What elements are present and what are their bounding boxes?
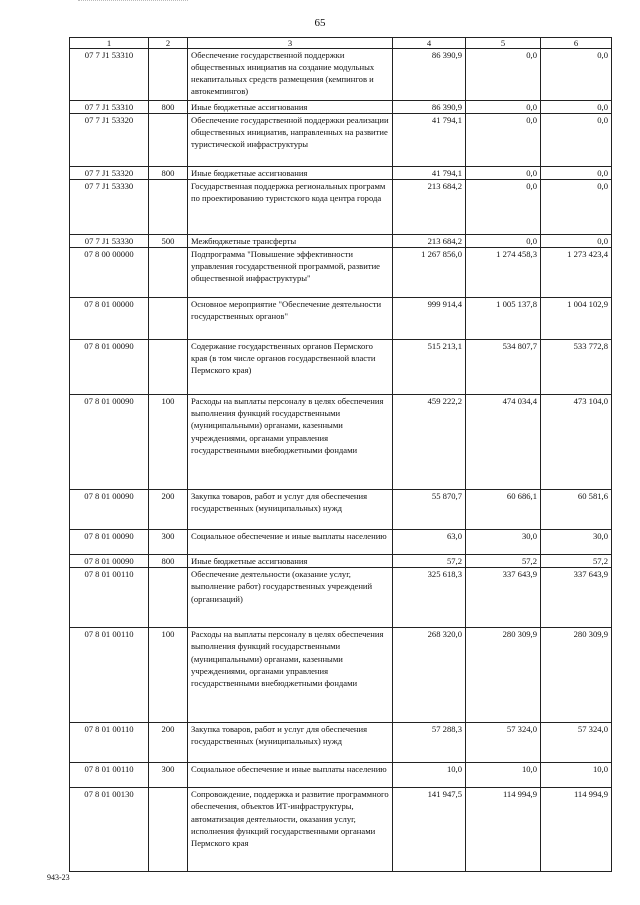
table-row <box>70 298 612 340</box>
table-row <box>70 248 612 298</box>
expense-type-cell <box>149 49 188 101</box>
name-cell: Основное мероприятие "Обеспечение деятельности государственных органов" <box>188 298 393 340</box>
value-col5-cell: 474 034,4 <box>466 395 541 490</box>
value-col6-cell: 1 273 423,4 <box>541 248 612 298</box>
table-row <box>70 490 612 530</box>
expense-type-cell <box>149 788 188 872</box>
value-col6-cell: 57 324,0 <box>541 723 612 763</box>
expense-type-cell: 200 <box>149 490 188 530</box>
column-header: 1 <box>70 38 149 49</box>
code-cell: 07 8 00 00000 <box>70 248 149 298</box>
value-col5-cell: 0,0 <box>466 180 541 235</box>
expense-type-cell: 200 <box>149 723 188 763</box>
name-cell: Иные бюджетные ассигнования <box>188 555 393 568</box>
expense-type-cell: 300 <box>149 763 188 788</box>
value-col6-cell: 0,0 <box>541 180 612 235</box>
table-row <box>70 555 612 568</box>
table-row <box>70 340 612 395</box>
code-cell: 07 7 J1 53320 <box>70 114 149 167</box>
table-row <box>70 723 612 763</box>
column-header: 5 <box>466 38 541 49</box>
code-cell: 07 7 J1 53310 <box>70 49 149 101</box>
value-col5-cell: 114 994,9 <box>466 788 541 872</box>
value-col4-cell: 515 213,1 <box>393 340 466 395</box>
value-col5-cell: 0,0 <box>466 235 541 248</box>
value-col4-cell: 57 288,3 <box>393 723 466 763</box>
column-header: 6 <box>541 38 612 49</box>
column-number-row <box>70 38 612 49</box>
code-cell: 07 8 01 00090 <box>70 340 149 395</box>
name-cell: Социальное обеспечение и иные выплаты населению <box>188 530 393 555</box>
expense-type-cell <box>149 248 188 298</box>
value-col6-cell: 0,0 <box>541 49 612 101</box>
value-col4-cell: 10,0 <box>393 763 466 788</box>
name-cell: Государственная поддержка региональных программ по проектированию туристского кода центра города <box>188 180 393 235</box>
code-cell: 07 8 01 00000 <box>70 298 149 340</box>
page-number: 65 <box>314 17 326 29</box>
name-cell: Социальное обеспечение и иные выплаты населению <box>188 763 393 788</box>
value-col5-cell: 57 324,0 <box>466 723 541 763</box>
code-cell: 07 8 01 00090 <box>70 555 149 568</box>
name-cell: Расходы на выплаты персоналу в целях обеспечения выполнения функций государственными (муниципальными) органами, казенными учреждениями, органами управления государственными внебюджетными фондами <box>188 395 393 490</box>
name-cell: Сопровождение, поддержка и развитие программного обеспечения, объектов ИТ-инфраструктуры, автоматизация деятельности, оказания услуг, исполнения функций государственными органами Пермского края <box>188 788 393 872</box>
value-col4-cell: 86 390,9 <box>393 49 466 101</box>
table-row <box>70 114 612 167</box>
expense-type-cell <box>149 340 188 395</box>
code-cell: 07 8 01 00110 <box>70 763 149 788</box>
name-cell: Расходы на выплаты персоналу в целях обеспечения выполнения функций государственными (муниципальными) органами, казенными учреждениями, органами управления государственными внебюджетными фондами <box>188 628 393 723</box>
value-col4-cell: 459 222,2 <box>393 395 466 490</box>
value-col6-cell: 280 309,9 <box>541 628 612 723</box>
expense-type-cell: 500 <box>149 235 188 248</box>
name-cell: Обеспечение государственной поддержки общественных инициатив на создание модульных некапитальных средств размещения (кемпингов и автокемпингов) <box>188 49 393 101</box>
table-row <box>70 49 612 101</box>
expense-type-cell: 100 <box>149 628 188 723</box>
table-row <box>70 530 612 555</box>
expense-type-cell: 300 <box>149 530 188 555</box>
name-cell: Закупка товаров, работ и услуг для обеспечения государственных (муниципальных) нужд <box>188 490 393 530</box>
table-row <box>70 763 612 788</box>
value-col5-cell: 0,0 <box>466 49 541 101</box>
value-col6-cell: 0,0 <box>541 167 612 180</box>
name-cell: Обеспечение деятельности (оказание услуг, выполнение работ) государственных учреждений (организаций) <box>188 568 393 628</box>
value-col6-cell: 337 643,9 <box>541 568 612 628</box>
value-col6-cell: 10,0 <box>541 763 612 788</box>
value-col4-cell: 41 794,1 <box>393 114 466 167</box>
value-col4-cell: 325 618,3 <box>393 568 466 628</box>
name-cell: Подпрограмма "Повышение эффективности управления государственной программой, развитие общественной инфраструктуры" <box>188 248 393 298</box>
value-col5-cell: 1 005 137,8 <box>466 298 541 340</box>
expense-type-cell <box>149 568 188 628</box>
expense-type-cell <box>149 180 188 235</box>
value-col4-cell: 55 870,7 <box>393 490 466 530</box>
table-row <box>70 788 612 872</box>
name-cell: Иные бюджетные ассигнования <box>188 101 393 114</box>
expense-type-cell: 100 <box>149 395 188 490</box>
code-cell: 07 8 01 00110 <box>70 723 149 763</box>
value-col5-cell: 60 686,1 <box>466 490 541 530</box>
name-cell: Содержание государственных органов Пермского края (в том числе органов государственной власти Пермского края) <box>188 340 393 395</box>
expense-type-cell: 800 <box>149 167 188 180</box>
value-col5-cell: 30,0 <box>466 530 541 555</box>
code-cell: 07 8 01 00090 <box>70 530 149 555</box>
value-col5-cell: 10,0 <box>466 763 541 788</box>
code-cell: 07 8 01 00110 <box>70 568 149 628</box>
value-col6-cell: 473 104,0 <box>541 395 612 490</box>
name-cell: Обеспечение государственной поддержки реализации общественных инициатив, направленных на развитие туристической инфраструктуры <box>188 114 393 167</box>
value-col5-cell: 0,0 <box>466 101 541 114</box>
code-cell: 07 7 J1 53310 <box>70 101 149 114</box>
code-cell: 07 7 J1 53330 <box>70 180 149 235</box>
table-row <box>70 101 612 114</box>
value-col4-cell: 1 267 856,0 <box>393 248 466 298</box>
table-row <box>70 568 612 628</box>
value-col4-cell: 141 947,5 <box>393 788 466 872</box>
column-header: 2 <box>149 38 188 49</box>
table-row <box>70 395 612 490</box>
value-col4-cell: 86 390,9 <box>393 101 466 114</box>
code-cell: 07 7 J1 53320 <box>70 167 149 180</box>
expense-type-cell <box>149 298 188 340</box>
name-cell: Межбюджетные трансферты <box>188 235 393 248</box>
value-col5-cell: 0,0 <box>466 167 541 180</box>
name-cell: Иные бюджетные ассигнования <box>188 167 393 180</box>
value-col6-cell: 0,0 <box>541 235 612 248</box>
code-cell: 07 8 01 00110 <box>70 628 149 723</box>
value-col4-cell: 213 684,2 <box>393 235 466 248</box>
value-col5-cell: 280 309,9 <box>466 628 541 723</box>
table-row <box>70 628 612 723</box>
column-header: 3 <box>188 38 393 49</box>
table-row <box>70 167 612 180</box>
value-col5-cell: 337 643,9 <box>466 568 541 628</box>
column-header: 4 <box>393 38 466 49</box>
code-cell: 07 8 01 00130 <box>70 788 149 872</box>
value-col6-cell: 0,0 <box>541 114 612 167</box>
code-cell: 07 7 J1 53330 <box>70 235 149 248</box>
name-cell: Закупка товаров, работ и услуг для обеспечения государственных (муниципальных) нужд <box>188 723 393 763</box>
expense-type-cell: 800 <box>149 555 188 568</box>
value-col4-cell: 999 914,4 <box>393 298 466 340</box>
value-col6-cell: 30,0 <box>541 530 612 555</box>
value-col6-cell: 60 581,6 <box>541 490 612 530</box>
budget-table <box>69 37 612 872</box>
value-col4-cell: 213 684,2 <box>393 180 466 235</box>
value-col6-cell: 57,2 <box>541 555 612 568</box>
expense-type-cell: 800 <box>149 101 188 114</box>
table-body <box>70 49 612 872</box>
expense-type-cell <box>149 114 188 167</box>
value-col5-cell: 1 274 458,3 <box>466 248 541 298</box>
value-col4-cell: 41 794,1 <box>393 167 466 180</box>
table-row <box>70 235 612 248</box>
value-col6-cell: 114 994,9 <box>541 788 612 872</box>
scan-edge-mark <box>78 0 188 5</box>
value-col5-cell: 57,2 <box>466 555 541 568</box>
value-col6-cell: 0,0 <box>541 101 612 114</box>
value-col5-cell: 0,0 <box>466 114 541 167</box>
value-col4-cell: 63,0 <box>393 530 466 555</box>
code-cell: 07 8 01 00090 <box>70 490 149 530</box>
value-col4-cell: 57,2 <box>393 555 466 568</box>
value-col5-cell: 534 807,7 <box>466 340 541 395</box>
value-col4-cell: 268 320,0 <box>393 628 466 723</box>
value-col6-cell: 533 772,8 <box>541 340 612 395</box>
code-cell: 07 8 01 00090 <box>70 395 149 490</box>
footer-document-code: 943-23 <box>47 873 70 882</box>
value-col6-cell: 1 004 102,9 <box>541 298 612 340</box>
table-row <box>70 180 612 235</box>
